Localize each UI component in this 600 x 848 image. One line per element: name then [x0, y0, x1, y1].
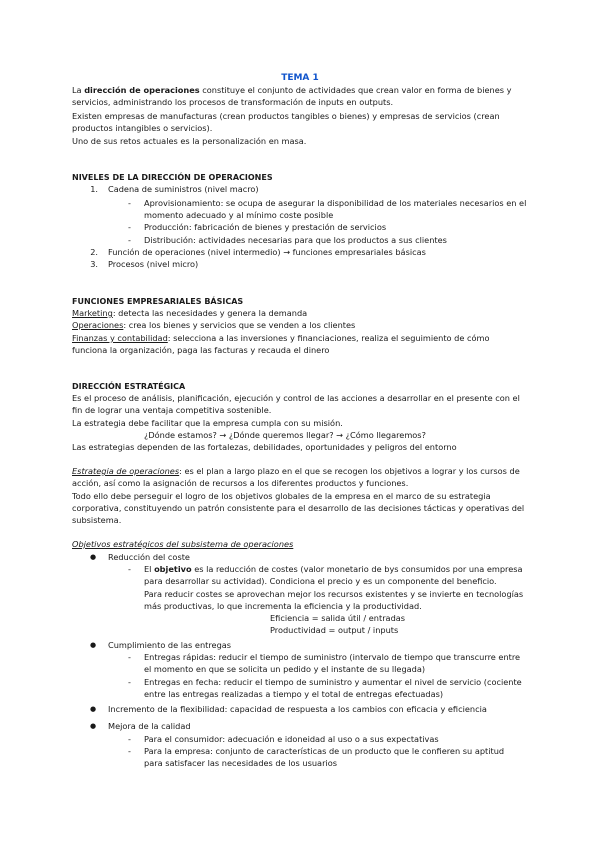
bullet-item: Cumplimiento de las entregas	[108, 640, 232, 650]
bullet: ●	[90, 722, 97, 730]
function-line	[72, 320, 355, 331]
questions-line: ¿Dónde estamos? → ¿Dónde queremos llegar? → ¿Cómo llegaremos?	[144, 430, 426, 440]
sub-item-line	[144, 564, 523, 575]
list-dash: -	[128, 652, 131, 662]
paragraph-line: fin de lograr una ventaja competitiva sostenible.	[72, 405, 272, 415]
sub-item-line: el momento en que se solicita un pedido y el instante de su llegada)	[144, 664, 426, 674]
paragraph-line: Las estrategias dependen de las fortalezas, debilidades, oportunidades y peligros del entorno	[72, 442, 457, 452]
sub-item-text: El	[144, 564, 155, 574]
term-text: : es el plan a largo plazo en el que se recogen los objetivos a lograr y los cursos de	[179, 466, 520, 476]
paragraph-line: corporativa, constituyendo un patrón consistente para el desarrollo de las decisiones tácticas y operativas del	[72, 503, 525, 513]
function-line: funciona la organización, paga las facturas y recauda el dinero	[72, 345, 330, 355]
bullet-item: Incremento de la flexibilidad: capacidad de respuesta a los cambios con eficacia y eficiencia	[108, 704, 487, 714]
term-text: : crea los bienes y servicios que se venden a los clientes	[123, 320, 356, 330]
bullet: ●	[90, 553, 97, 561]
paragraph-line: subsistema.	[72, 515, 122, 525]
list-number: 3.	[90, 259, 98, 269]
paragraph-line: acción, así como la asignación de recursos a los diferentes productos y funciones.	[72, 478, 409, 488]
sub-item-line: entre las entregas realizadas a tiempo y el total de entregas efectuadas)	[144, 689, 444, 699]
function-line	[72, 308, 307, 319]
sub-item-text: es la reducción de costes (valor monetario de bys consumidos por una empresa	[191, 564, 523, 574]
intro-text: constituye el conjunto de actividades que crean valor en forma de bienes y	[199, 85, 512, 95]
intro-line-5: Uno de sus retos actuales es la personalización en masa.	[72, 136, 307, 146]
intro-line-3: Existen empresas de manufacturas (crean productos tangibles o bienes) y empresas de servicios (crean	[72, 111, 500, 121]
intro-line-2: servicios, administrando los procesos de transformación de inputs en outputs.	[72, 97, 394, 107]
sub-item-line: Aprovisionamiento: se ocupa de asegurar la disponibilidad de los materiales necesarios en el	[144, 198, 527, 208]
paragraph-line: Es el proceso de análisis, planificación, ejecución y control de las acciones a desarrollar en el presente con el	[72, 393, 520, 403]
bullet-item: Mejora de la calidad	[108, 721, 191, 731]
bullet: ●	[90, 705, 97, 713]
page-title: TEMA 1	[281, 73, 319, 83]
list-dash: -	[128, 746, 131, 756]
sub-item-line: Entregas en fecha: reducir el tiempo de suministro y aumentar el nivel de servicio (cociente	[144, 677, 522, 687]
sub-item-line: Para el consumidor: adecuación e idoneidad al uso o a sus expectativas	[144, 734, 439, 744]
sub-item-line: momento adecuado y al mínimo coste posible	[144, 210, 334, 220]
bold-term: objetivo	[154, 564, 192, 574]
intro-line-4: productos intangibles o servicios).	[72, 123, 213, 133]
list-dash: -	[128, 734, 131, 744]
intro-bold-term: dirección de operaciones	[84, 85, 200, 95]
list-dash: -	[128, 222, 131, 232]
paragraph-line: La estrategia debe facilitar que la empresa cumpla con su misión.	[72, 418, 343, 428]
sub-item-line: Producción: fabricación de bienes y prestación de servicios	[144, 222, 387, 232]
sub-item-line: Distribución: actividades necesarias para que los productos a sus clientes	[144, 235, 447, 245]
sub-item-line: para satisfacer las necesidades de los usuarios	[144, 758, 337, 768]
sub-item-line: más productivas, lo que incrementa la eficiencia y la productividad.	[144, 601, 422, 611]
list-item: Procesos (nivel micro)	[108, 259, 199, 269]
formula-productividad: Productividad = output / inputs	[270, 625, 399, 635]
paragraph-line	[72, 466, 520, 477]
intro-text: La	[72, 85, 85, 95]
section-heading-estrategica: DIRECCIÓN ESTRATÉGICA	[72, 382, 186, 391]
intro-line-1	[72, 85, 511, 96]
paragraph-line: Todo ello debe perseguir el logro de los objetivos globales de la empresa en el marco de su estrategia	[72, 491, 491, 501]
term-estrategia-operaciones: Estrategia de operaciones	[72, 466, 180, 476]
section-heading-niveles: NIVELES DE LA DIRECCIÓN DE OPERACIONES	[72, 173, 273, 182]
term-operaciones: Operaciones	[72, 320, 124, 330]
function-line	[72, 333, 489, 344]
term-text: : selecciona a las inversiones y financiaciones, realiza el seguimiento de cómo	[167, 333, 490, 343]
sub-item-line: Para reducir costes se aprovechan mejor los recursos existentes y se invierte en tecnologías	[144, 589, 524, 599]
sub-item-line: para desarrollar su actividad). Condiciona el precio y es un componente del beneficio.	[144, 576, 497, 586]
list-number: 2.	[90, 247, 98, 257]
list-dash: -	[128, 677, 131, 687]
sub-item-line: Entregas rápidas: reducir el tiempo de suministro (intervalo de tiempo que transcurre entre	[144, 652, 521, 662]
section-heading-funciones: FUNCIONES EMPRESARIALES BÁSICAS	[72, 297, 244, 306]
list-item: Cadena de suministros (nivel macro)	[108, 184, 259, 194]
list-dash: -	[128, 235, 131, 245]
term-marketing: Marketing	[72, 308, 113, 318]
term-text: : detecta las necesidades y genera la demanda	[112, 308, 308, 318]
list-dash: -	[128, 564, 131, 574]
list-number: 1.	[90, 184, 98, 194]
subsection-heading-objetivos: Objetivos estratégicos del subsistema de operaciones	[72, 539, 294, 549]
term-finanzas: Finanzas y contabilidad	[72, 333, 168, 343]
sub-item-line: Para la empresa: conjunto de características de un producto que le confieren su aptitud	[144, 746, 505, 756]
bullet: ●	[90, 641, 97, 649]
list-item: Función de operaciones (nivel intermedio) → funciones empresariales básicas	[108, 247, 426, 257]
formula-eficiencia: Eficiencia = salida útil / entradas	[270, 613, 406, 623]
bullet-item: Reducción del coste	[108, 552, 190, 562]
list-dash: -	[128, 198, 131, 208]
